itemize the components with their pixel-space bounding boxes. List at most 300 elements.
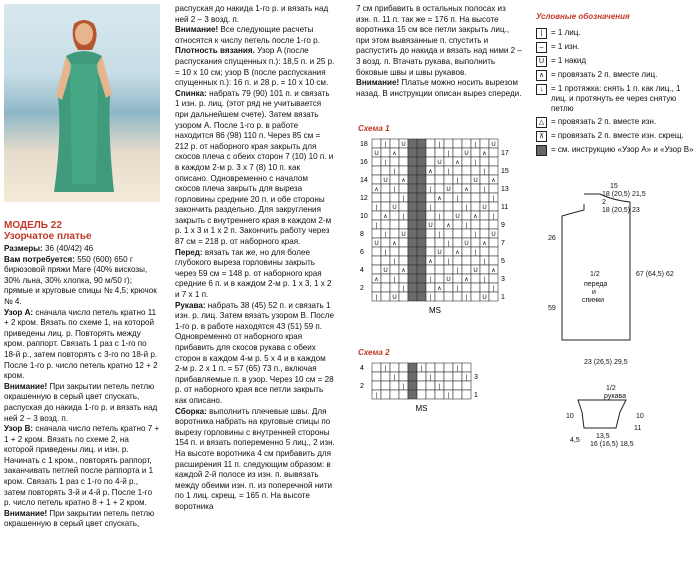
row-label-right: 9: [501, 222, 505, 229]
grid-symbol: |: [393, 187, 396, 193]
grid-cell: [471, 220, 480, 229]
grid-cell: [480, 139, 489, 148]
grid-cell: [408, 157, 417, 166]
sleeve-pattern: [578, 400, 626, 428]
grid-symbol: U: [446, 187, 451, 193]
grid-symbol: |: [465, 295, 468, 301]
grid-cell: [471, 148, 480, 157]
legend-symbol-icon: |: [536, 28, 547, 39]
grid-symbol: ∧: [374, 187, 379, 193]
grid-cell: [462, 229, 471, 238]
grid-cell: [462, 139, 471, 148]
grid-cell: [426, 363, 435, 372]
grid-symbol: ∧: [464, 277, 469, 283]
grid-symbol: ∧: [455, 250, 460, 256]
materials: [4, 255, 160, 308]
assembly-label: Сборка:: [175, 406, 207, 416]
col2-intro: распуская до накида 1-го р. и вязать над ней 2 – 3 возд. п.: [175, 4, 329, 24]
back-label: спинки: [582, 297, 605, 304]
sleeve-text: набрать 38 (45) 52 п. и связать 1 изн. р. лиц. Затем вязать узором B. После 1-го р. в работе находятся 43 (51) 59 п. Одновременно от наборного края прибавить для скосов рукава с обеих сторон в каждом 4-м р. 5 х 4 и в каждом 2-м р. 2 х 1 п. = 57 (65) 73 п., включая прибавляемые п. в узор. Через 10 см = 28 р. от наборного края все петли закрыть как описано.: [175, 300, 334, 405]
legend-symbol-icon: △: [536, 117, 547, 128]
legend-text: = провязать 2 п. вместе лиц.: [551, 70, 658, 79]
grid-symbol: |: [456, 286, 459, 292]
grid-cell: [381, 166, 390, 175]
front-label: Перед:: [175, 247, 203, 257]
pattern-b-label: Узор B:: [4, 424, 34, 434]
grid-cell: [381, 238, 390, 247]
row-label-left: 14: [360, 177, 368, 184]
row-label-right: 3: [501, 276, 505, 283]
grid-cell: [381, 372, 390, 381]
legend-text: = см. инструкцию «Узор A» и «Узор B»: [551, 145, 694, 154]
dim-4-5: 4,5: [570, 437, 580, 444]
grid-cell: [390, 139, 399, 148]
grid-cell: [399, 372, 408, 381]
model-heading: [4, 220, 92, 242]
legend-text: = 1 накид: [551, 56, 587, 65]
legend-text: = 1 протяжка: снять 1 п. как лиц., 1 лиц. и протянуть ее через снятую петлю: [551, 84, 681, 113]
grid-cell: [435, 390, 444, 399]
grid-cell: [372, 211, 381, 220]
grid-cell: [417, 193, 426, 202]
front-label: переда: [584, 281, 608, 288]
grid-cell: [417, 211, 426, 220]
grid-cell: [390, 175, 399, 184]
grid-symbol: |: [447, 241, 450, 247]
grid-cell: [399, 247, 408, 256]
grid-symbol: U: [491, 142, 496, 148]
grid-cell: [444, 139, 453, 148]
grid-cell: [426, 157, 435, 166]
grid-symbol: |: [447, 151, 450, 157]
grid-cell: [408, 381, 417, 390]
scheme-1: [358, 124, 518, 338]
grid-symbol: U: [392, 295, 397, 301]
row-label-right: 3: [474, 374, 478, 381]
grid-cell: [399, 220, 408, 229]
legend-symbol-icon: ↓: [536, 84, 547, 95]
grid-cell: [390, 283, 399, 292]
row-label-left: 4: [360, 365, 364, 372]
grid-cell: [390, 229, 399, 238]
grid-symbol: |: [483, 259, 486, 265]
grid-cell: [444, 211, 453, 220]
grid-cell: [453, 229, 462, 238]
grid-cell: [471, 184, 480, 193]
grid-cell: [408, 247, 417, 256]
grid-symbol: |: [384, 232, 387, 238]
grid-cell: [489, 148, 498, 157]
grid-cell: [399, 148, 408, 157]
model-subtitle: Узорчатое платье: [4, 231, 92, 242]
grid-cell: [417, 166, 426, 175]
grid-cell: [408, 229, 417, 238]
grid-cell: [489, 202, 498, 211]
grid-symbol: |: [492, 286, 495, 292]
grid-cell: [489, 220, 498, 229]
grid-symbol: |: [474, 250, 477, 256]
front-text: вязать так же, но для более глубокого выреза горловины закрыть через 59 см = 148 р. от наборного края средние 6 п. и в каждом 2-м р. 1 х 3, 1 х 2 и 7 х 1 п.: [175, 247, 332, 300]
attention-1: [4, 382, 160, 424]
ms-label: MS: [415, 404, 428, 413]
grid-symbol: |: [393, 375, 396, 381]
grid-cell: [426, 283, 435, 292]
grid-cell: [426, 175, 435, 184]
grid-cell: [462, 265, 471, 274]
grid-cell: [462, 381, 471, 390]
grid-cell: [435, 175, 444, 184]
grid-cell: [444, 381, 453, 390]
grid-symbol: |: [465, 375, 468, 381]
grid-cell: [471, 166, 480, 175]
grid-symbol: |: [474, 232, 477, 238]
grid-cell: [417, 184, 426, 193]
legend-item: [536, 131, 696, 142]
legend-symbol-icon: ⊼: [536, 131, 547, 142]
grid-symbol: |: [447, 259, 450, 265]
grid-symbol: |: [474, 142, 477, 148]
grid-cell: [444, 265, 453, 274]
grid-cell: [489, 157, 498, 166]
grid-symbol: ∧: [464, 187, 469, 193]
grid-cell: [480, 247, 489, 256]
col2-attention: [175, 25, 335, 46]
grid-cell: [489, 184, 498, 193]
scheme-1-title: Схема 1: [358, 124, 390, 133]
grid-cell: [462, 390, 471, 399]
grid-symbol: |: [402, 214, 405, 220]
model-photo: [4, 4, 160, 202]
grid-symbol: |: [438, 214, 441, 220]
grid-symbol: ∧: [428, 259, 433, 265]
grid-cell: [462, 283, 471, 292]
grid-cell: [480, 229, 489, 238]
materials-label: Вам потребуется:: [4, 254, 75, 264]
grid-cell: [480, 211, 489, 220]
grid-cell: [372, 256, 381, 265]
row-label-right: 13: [501, 186, 509, 193]
back-label: Спинка:: [175, 88, 207, 98]
grid-symbol: U: [437, 160, 442, 166]
grid-cell: [408, 211, 417, 220]
grid-cell: [471, 193, 480, 202]
grid-symbol: ∧: [437, 196, 442, 202]
half-label: 1/2: [590, 271, 600, 278]
grid-cell: [480, 283, 489, 292]
grid-cell: [480, 220, 489, 229]
grid-symbol: |: [483, 187, 486, 193]
grid-symbol: |: [384, 366, 387, 372]
grid-cell: [372, 175, 381, 184]
grid-cell: [417, 292, 426, 301]
grid-cell: [426, 247, 435, 256]
grid-symbol: ∧: [446, 223, 451, 229]
grid-symbol: |: [438, 232, 441, 238]
scheme-1-grid: [358, 133, 518, 333]
grid-cell: [408, 166, 417, 175]
grid-cell: [453, 238, 462, 247]
grid-cell: [453, 292, 462, 301]
row-label-left: 10: [360, 213, 368, 220]
grid-cell: [453, 184, 462, 193]
grid-cell: [372, 381, 381, 390]
grid-symbol: ∧: [428, 169, 433, 175]
grid-symbol: |: [456, 366, 459, 372]
row-label-right: 15: [501, 168, 509, 175]
grid-symbol: U: [383, 268, 388, 274]
front-section: [175, 248, 335, 301]
grid-cell: [408, 202, 417, 211]
row-label-left: 16: [360, 159, 368, 166]
dim-59: 59: [548, 305, 556, 312]
grid-cell: [372, 157, 381, 166]
density-label: Плотность вязания.: [175, 46, 255, 56]
grid-cell: [489, 166, 498, 175]
grid-cell: [417, 390, 426, 399]
row-label-right: 1: [501, 294, 505, 301]
grid-cell: [417, 247, 426, 256]
grid-cell: [408, 274, 417, 283]
materials-text: 550 (600) 650 г бирюзовой пряжи Mare (40% вискозы, 30% льна, 30% хлопка, 90 м/50 г); прямые и круговые спицы № 4,5; крючок № 4.: [4, 254, 157, 306]
grid-symbol: |: [438, 142, 441, 148]
pattern-b-text: сначала число петель кратно 7 + 1 + 2 кром. Вязать по схеме 2, на которой приведены лиц. и изн. р. Начинать с 1 кром., повторять раппорт, заканчивать петлей после раппорта и 1 кром. Связать 1 раз с 1-го по 4-й р., затем повторять 3-й и 4-й р. После 1-го р. число петель кратно 8 + 1 + 2 кром.: [4, 424, 160, 508]
grid-cell: [426, 139, 435, 148]
grid-cell: [426, 238, 435, 247]
grid-cell: [399, 202, 408, 211]
sleeve-label: Рукава:: [175, 300, 206, 310]
grid-cell: [381, 256, 390, 265]
grid-symbol: U: [374, 241, 379, 247]
legend-items: [536, 28, 696, 156]
grid-cell: [408, 283, 417, 292]
legend-text: = провязать 2 п. вместе изн.: [551, 117, 657, 126]
grid-cell: [408, 184, 417, 193]
grid-cell: [417, 381, 426, 390]
grid-cell: [399, 166, 408, 175]
grid-cell: [489, 274, 498, 283]
legend-item: [536, 117, 696, 128]
grid-cell: [408, 292, 417, 301]
grid-cell: [480, 265, 489, 274]
grid-cell: [417, 283, 426, 292]
grid-cell: [462, 175, 471, 184]
grid-symbol: ∧: [374, 277, 379, 283]
grid-cell: [471, 283, 480, 292]
back-text: набрать 79 (90) 101 п. и связать 1 изн. р. лиц. (этот ряд не учитывается при дальнейшем счете). Затем вязать узором A. После 1-го р. в работе находится 86 (98) 110 п. Через 85 см = 212 р. от наборного края закрыть для скосов плеча с обеих сторон 7 (10) 10 п. и в каждом 2-м р. 3 х 7 (8) 10 п. как описано. Одновременно с началом скосов плеча закрыть для выреза горловины средние 20 п. и обе стороны закончить раздельно. Для закругления закрыть с внутреннего края в каждом 2-м р. 1 х 3 и 1 х 2 п. Закончить работу через 87 см = 218 р. от наборного края.: [175, 88, 334, 247]
scheme-2-grid: [358, 357, 488, 413]
legend-symbol-icon: ∧: [536, 70, 547, 81]
grid-symbol: |: [393, 277, 396, 283]
grid-symbol: |: [375, 295, 378, 301]
grid-cell: [372, 247, 381, 256]
sizes: [4, 244, 160, 255]
grid-cell: [408, 256, 417, 265]
legend-text: = провязать 2 п. вместе изн. скрещ.: [551, 131, 684, 140]
dim-18-23: 18 (20,5) 23: [602, 207, 640, 214]
grid-cell: [453, 256, 462, 265]
grid-symbol: ∧: [392, 151, 397, 157]
dim-11: 11: [634, 425, 642, 432]
grid-cell: [462, 247, 471, 256]
grid-symbol: U: [374, 151, 379, 157]
grid-cell: [390, 247, 399, 256]
grid-cell: [372, 283, 381, 292]
grid-symbol: ∧: [491, 178, 496, 184]
grid-cell: [381, 184, 390, 193]
row-label-left: 2: [360, 285, 364, 292]
row-label-left: 8: [360, 231, 364, 238]
grid-cell: [489, 292, 498, 301]
grid-symbol: |: [420, 366, 423, 372]
grid-cell: [381, 148, 390, 157]
grid-cell: [426, 193, 435, 202]
grid-symbol: U: [401, 232, 406, 238]
grid-cell: [462, 157, 471, 166]
grid-symbol: |: [384, 250, 387, 256]
grid-cell: [453, 220, 462, 229]
grid-cell: [372, 193, 381, 202]
grid-symbol: |: [384, 142, 387, 148]
grid-cell: [444, 247, 453, 256]
grid-symbol: |: [456, 268, 459, 274]
grid-cell: [435, 220, 444, 229]
grid-cell: [435, 292, 444, 301]
legend-symbol-icon: U: [536, 56, 547, 67]
dim-10a: 10: [636, 413, 644, 420]
grid-cell: [471, 238, 480, 247]
grid-cell: [453, 148, 462, 157]
grid-cell: [399, 238, 408, 247]
grid-symbol: |: [402, 384, 405, 390]
pattern-b: [4, 424, 160, 509]
sleeve-label: рукава: [604, 393, 626, 400]
grid-cell: [408, 390, 417, 399]
grid-cell: [435, 256, 444, 265]
grid-cell: [453, 372, 462, 381]
grid-symbol: ∧: [482, 241, 487, 247]
attention-1-label: Внимание!: [4, 381, 48, 391]
grid-symbol: |: [456, 196, 459, 202]
grid-cell: [417, 202, 426, 211]
grid-symbol: |: [429, 187, 432, 193]
grid-cell: [435, 265, 444, 274]
pattern-diagrams: [540, 180, 700, 560]
grid-cell: [462, 193, 471, 202]
grid-cell: [489, 238, 498, 247]
grid-cell: [390, 220, 399, 229]
text-column-1: [4, 244, 160, 530]
assembly-text: выполнить плечевые швы. Для воротника набрать на круговые спицы по вырезу горловины с внутренней стороны 154 п. и вязать попеременно 5 лиц., 2 изн. На высоте воротника 4 см прибавить для расширения 11 п. следующим образом: в каждой 2-й полосе из изн. п. вывязать между обеими изн. п. из поперечной нити по 1 лиц. скрещ. = 165 п. На высоте воротника: [175, 406, 335, 511]
grid-cell: [444, 283, 453, 292]
grid-cell: [381, 220, 390, 229]
grid-cell: [372, 139, 381, 148]
attention-2-text: При закрытии петель петлю окрашенную в серый цвет спускать,: [4, 508, 155, 529]
grid-cell: [426, 211, 435, 220]
grid-symbol: U: [392, 205, 397, 211]
grid-cell: [408, 265, 417, 274]
grid-cell: [381, 390, 390, 399]
grid-symbol: ∧: [401, 268, 406, 274]
col2-attention-text: Все следующие расчеты относятся к числу петель после 1-го р.: [175, 25, 320, 45]
grid-cell: [408, 372, 417, 381]
grid-cell: [480, 175, 489, 184]
legend-item: [536, 42, 696, 53]
body-pattern: [562, 194, 630, 340]
grid-cell: [390, 363, 399, 372]
grid-cell: [417, 265, 426, 274]
grid-cell: [399, 292, 408, 301]
grid-symbol: U: [482, 295, 487, 301]
legend-item: [536, 28, 696, 39]
grid-symbol: U: [473, 268, 478, 274]
legend-text: = 1 изн.: [551, 42, 580, 51]
col2-attention-label: Внимание!: [175, 25, 219, 35]
grid-cell: [471, 256, 480, 265]
col3-text: 7 см прибавить в остальных полосах из изн. п. 11 п. так же = 176 п. На высоте воротника 15 см все петли закрыть лиц., при этом вывязанные п. спустить и распустить до накида и вязать над ними 2 – 3 возд. п. Втачать рукава, выполнить боковые швы и швы рукавов.: [356, 4, 522, 77]
grid-symbol: ∧: [455, 160, 460, 166]
col3-attention-label: Внимание!: [356, 78, 400, 88]
grid-cell: [471, 202, 480, 211]
attention-1-text: При закрытии петель петлю окрашенную в серый цвет спускать, распуская до накида 1-го р. и вязать над ней 2 – 3 возд. п.: [4, 381, 158, 423]
legend-item: [536, 70, 696, 81]
grid-symbol: |: [447, 169, 450, 175]
ms-label: MS: [429, 306, 441, 315]
dim-18-21: 18 (20,5) 21,5: [602, 191, 646, 198]
grid-symbol: |: [429, 295, 432, 301]
grid-cell: [381, 193, 390, 202]
grid-cell: [408, 148, 417, 157]
grid-cell: [417, 175, 426, 184]
grid-cell: [408, 238, 417, 247]
grid-cell: [372, 229, 381, 238]
grid-symbol: U: [446, 277, 451, 283]
grid-cell: [453, 166, 462, 175]
grid-cell: [444, 363, 453, 372]
grid-symbol: U: [464, 241, 469, 247]
legend-item: [536, 84, 696, 114]
grid-symbol: ∧: [437, 286, 442, 292]
grid-cell: [399, 256, 408, 265]
row-label-right: 7: [501, 240, 505, 247]
pattern-a-text: сначала число петель кратно 11 + 2 кром. Вязать по схеме 1, на которой приведены лиц. р. Повторять между кром. раппорт. Связать 1 раз с 1-го по 18-й р., затем повторять с 3-го по 18-й р. После 1-го р. число петель кратно 12 + 2 кром.: [4, 307, 158, 381]
grid-symbol: U: [437, 250, 442, 256]
grid-cell: [453, 139, 462, 148]
grid-cell: [408, 139, 417, 148]
grid-symbol: U: [455, 214, 460, 220]
grid-symbol: |: [375, 393, 378, 399]
grid-symbol: ∧: [401, 178, 406, 184]
grid-cell: [480, 157, 489, 166]
grid-cell: [453, 274, 462, 283]
legend-title: Условные обозначения: [536, 12, 630, 21]
grid-symbol: ∧: [491, 268, 496, 274]
grid-symbol: |: [384, 160, 387, 166]
grid-cell: [372, 363, 381, 372]
grid-symbol: |: [447, 393, 450, 399]
grid-cell: [390, 193, 399, 202]
grid-cell: [417, 139, 426, 148]
sleeve-section: [175, 301, 335, 407]
grid-symbol: |: [483, 277, 486, 283]
dim-16-18: 16 (16,5) 18,5: [590, 441, 634, 448]
legend-symbol-icon: –: [536, 42, 547, 53]
grid-cell: [399, 184, 408, 193]
grid-cell: [462, 166, 471, 175]
grid-cell: [435, 148, 444, 157]
grid-cell: [372, 166, 381, 175]
grid-cell: [381, 381, 390, 390]
grid-cell: [417, 256, 426, 265]
